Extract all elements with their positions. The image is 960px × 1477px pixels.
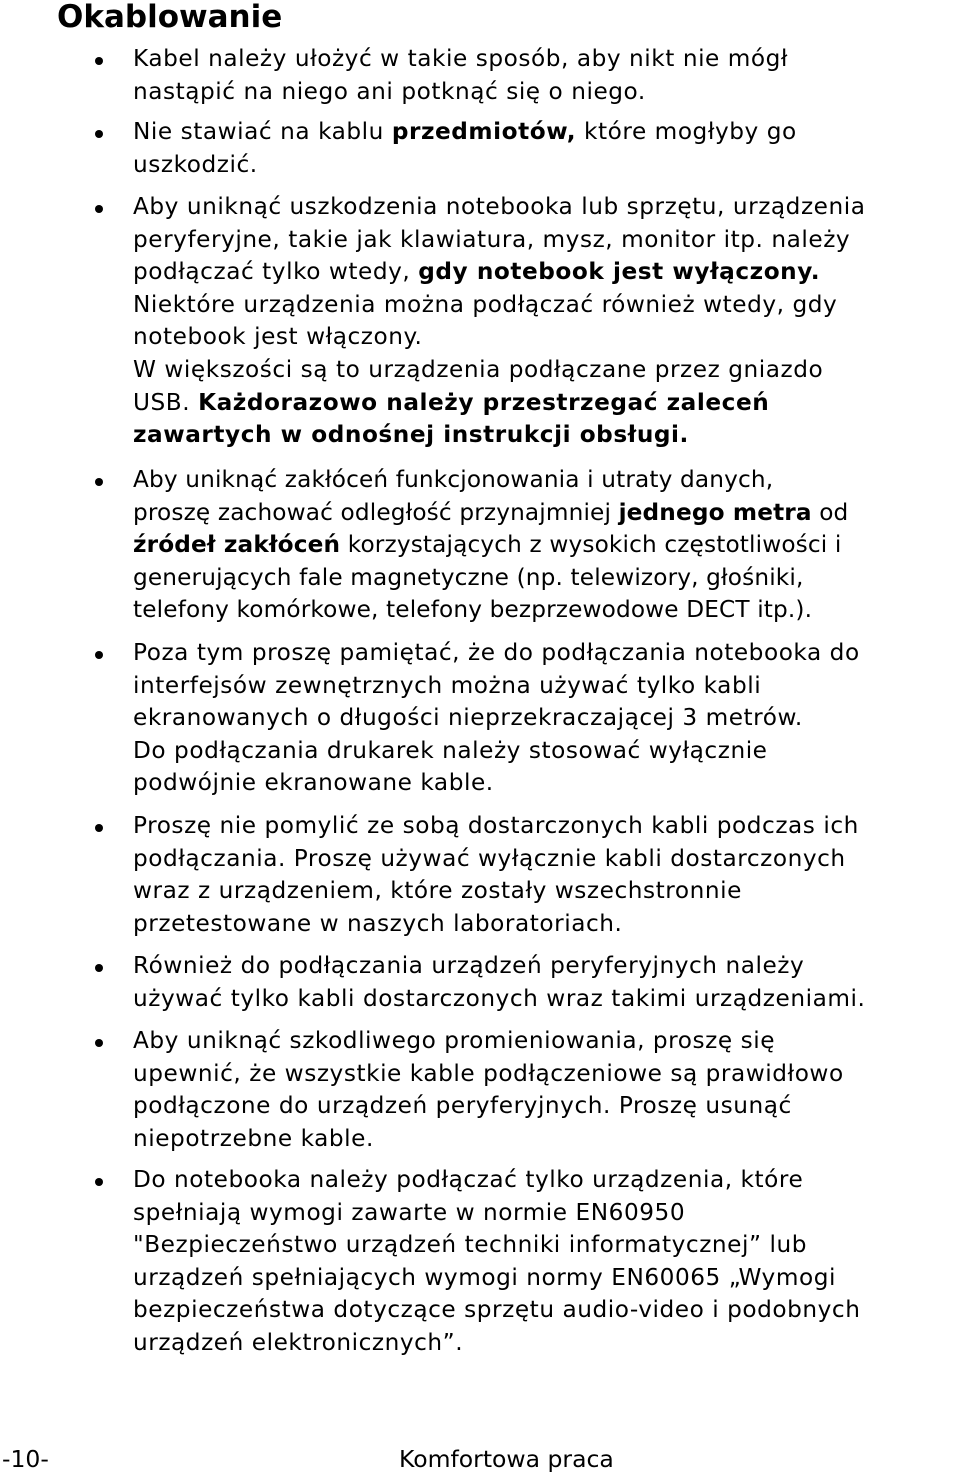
body-text: Aby uniknąć zakłóceń funkcjonowania i utraty danych, proszę zachować odległość przynajmniej — [133, 466, 774, 526]
body-text: Aby uniknąć szkodliwego promieniowania, proszę się upewnić, że wszystkie kable podłączeniowe są prawidłowo podłączone do urządzeń peryferyjnych. Proszę usunąć niepotrzebne kable. — [133, 1027, 844, 1152]
body-text: Kabel należy ułożyć w takie sposób, aby nikt nie mógł nastąpić na niego ani potknąć się o niego. — [133, 45, 789, 105]
body-text: Nie stawiać na kablu — [133, 118, 392, 145]
body-text: od — [819, 498, 849, 526]
body-text: które mogłyby go uszkodzić. — [133, 118, 797, 178]
body-text: korzystających z wysokich częstotliwości i generujących fale magnetyczne (np. telewizory, głośniki, telefony komórkowe, telefony bezprzewodowe DECT itp.). — [133, 531, 842, 624]
bold-text: jednego metra — [618, 498, 812, 526]
page-title: Okablowanie — [57, 0, 283, 35]
list-item — [133, 464, 955, 627]
body-text: Niektóre urządzenia można podłączać również wtedy, gdy notebook jest włączony. W większości są to urządzenia podłączane przez gniazdo USB. — [133, 290, 838, 416]
list-item — [133, 637, 955, 800]
bold-text: przedmiotów, — [391, 118, 577, 145]
body-text: Aby uniknąć uszkodzenia notebooka lub sprzętu, urządzenia peryferyjne, takie jak klawiatura, mysz, monitor itp. należy podłączać tylko wtedy, — [133, 193, 866, 286]
body-text: Poza tym proszę pamiętać, że do podłączania notebooka do interfejsów zewnętrznych można używać tylko kabli ekranowanych o długości nieprzekraczającej 3 metrów. Do podłączania drukarek należy stosować wyłącznie podwójnie ekranowane kable. — [133, 639, 860, 797]
footer-section-title: Komfortowa praca — [399, 1445, 614, 1473]
body-text: Do notebooka należy podłączać tylko urządzenia, które spełniają wymogi zawarte w normie EN60950 "Bezpieczeństwo urządzeń techniki informatycznej” lub urządzeń spełniających wymogi normy EN60065 „Wymogi bezpieczeństwa dotyczące sprzętu audio-video i podobnych urządzeń elektronicznych”. — [133, 1166, 861, 1356]
body-text: Proszę nie pomylić ze sobą dostarczonych kabli podczas ich podłączania. Proszę używać wyłącznie kabli dostarczonych wraz z urządzeniem, które zostały wszechstronnie przetestowane w naszych laboratoriach. — [133, 812, 859, 937]
bold-text: źródeł zakłóceń — [133, 531, 341, 559]
list-item — [133, 43, 955, 108]
list-item — [133, 191, 955, 452]
body-text: Również do podłączania urządzeń peryferyjnych należy używać tylko kabli dostarczonych wraz takimi urządzeniami. — [133, 952, 866, 1012]
list-item — [133, 950, 955, 1015]
list-item — [133, 1164, 955, 1360]
list-item — [133, 1025, 955, 1155]
page-number: -10- — [2, 1445, 49, 1473]
bold-text: Każdorazowo należy przestrzegać zaleceń zawartych w odnośnej instrukcji obsługi. — [133, 388, 770, 449]
list-item — [133, 116, 955, 181]
bold-text: gdy notebook jest wyłączony. — [418, 258, 821, 286]
list-item — [133, 810, 955, 940]
